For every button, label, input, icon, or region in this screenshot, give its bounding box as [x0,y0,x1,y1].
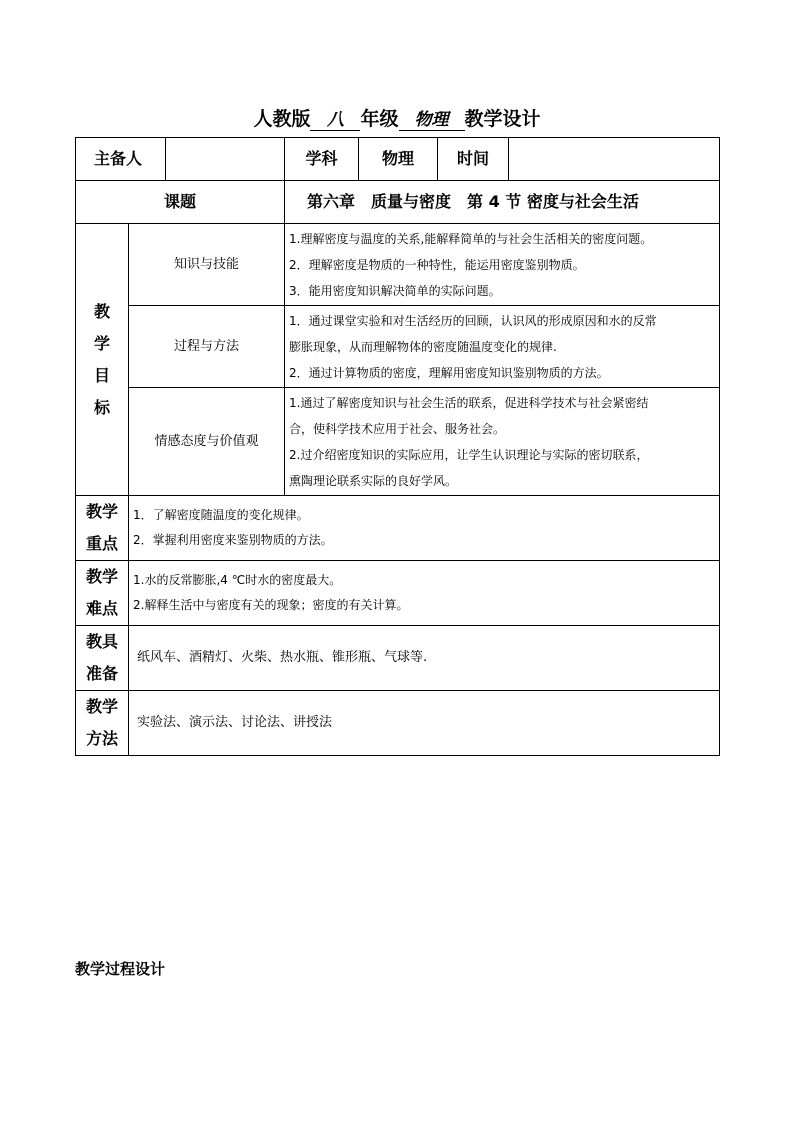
equipment-label [76,626,129,691]
time-value [509,138,720,181]
topic-label: 课题 [76,181,285,224]
objectives-label [76,224,129,496]
key-point-line: 2．掌握利用密度来鉴别物质的方法。 [133,533,333,547]
difficulties-label [76,561,129,626]
objective-line: 合，使科学技术应用于社会、服务社会。 [289,421,506,436]
title-suffix: 教学设计 [464,108,541,130]
objective-line: 2．通过计算物质的密度，理解用密度知识鉴别物质的方法。 [289,365,609,380]
equipment-row [76,626,720,691]
objective-line: 2．理解密度是物质的一种特性，能运用密度鉴别物质。 [289,257,585,272]
label-line: 教学 [85,502,118,521]
label-line: 教具 [85,632,118,651]
label-line: 方法 [85,729,118,748]
label-line: 难点 [85,599,118,618]
methods-row [76,691,720,756]
objective-line: 膨胀现象，从而理解物体的密度随温度变化的规律. [289,339,557,354]
objective-content [285,388,720,496]
objective-content [285,306,720,388]
objective-row-knowledge [76,224,720,306]
preparer-label: 主备人 [76,138,166,181]
difficulty-line: 1.水的反常膨胀,4 ℃时水的密度最大。 [133,573,342,587]
objective-content [285,224,720,306]
label-line: 准备 [85,664,118,683]
key-points-content [129,496,720,561]
objective-line: 熏陶理论联系实际的良好学风。 [289,473,458,488]
objectives-label-char: 标 [93,397,110,417]
difficulties-content [129,561,720,626]
title-mid: 年级 [360,108,399,130]
methods-content: 实验法、演示法、讨论法、讲授法 [129,691,720,756]
objective-name: 过程与方法 [129,306,285,388]
title-subject: 物理 [399,105,465,131]
title-prefix: 人教版 [253,108,311,130]
subject-value: 物理 [359,138,438,181]
section-title: 教学过程设计 [75,960,166,978]
topic-value: 第六章 质量与密度 第 4 节 密度与社会生活 [285,181,720,224]
objective-line: 1.通过了解密度知识与社会生活的联系，促进科学技术与社会紧密结 [289,395,649,410]
title-grade: 八 [310,105,360,131]
key-points-label [76,496,129,561]
time-label: 时间 [438,138,509,181]
objective-name: 情感态度与价值观 [129,388,285,496]
label-line: 教学 [85,697,118,716]
subject-label: 学科 [285,138,359,181]
objective-row-process [76,306,720,388]
difficulties-row [76,561,720,626]
page-title [0,104,794,131]
objectives-label-char: 学 [93,333,110,353]
key-points-row [76,496,720,561]
objective-name: 知识与技能 [129,224,285,306]
objectives-label-char: 教 [93,301,110,321]
objectives-label-char: 目 [93,365,110,385]
label-line: 重点 [85,534,118,553]
methods-label [76,691,129,756]
objective-line: 3．能用密度知识解决简单的实际问题。 [289,283,501,298]
label-line: 教学 [85,567,118,586]
key-point-line: 1．了解密度随温度的变化规律。 [133,508,309,522]
preparer-value [166,138,285,181]
objective-line: 1.理解密度与温度的关系,能解释简单的与社会生活相关的密度问题。 [289,231,653,246]
header-row [76,138,720,181]
objective-line: 1．通过课堂实验和对生活经历的回顾，认识风的形成原因和水的反常 [289,313,657,328]
objective-line: 2.过介绍密度知识的实际应用，让学生认识理论与实际的密切联系， [289,447,649,462]
topic-row [76,181,720,224]
lesson-plan-table [75,137,720,756]
equipment-content: 纸风车、酒精灯、火柴、热水瓶、锥形瓶、气球等. [129,626,720,691]
objective-row-attitude [76,388,720,496]
difficulty-line: 2.解释生活中与密度有关的现象；密度的有关计算。 [133,598,409,612]
